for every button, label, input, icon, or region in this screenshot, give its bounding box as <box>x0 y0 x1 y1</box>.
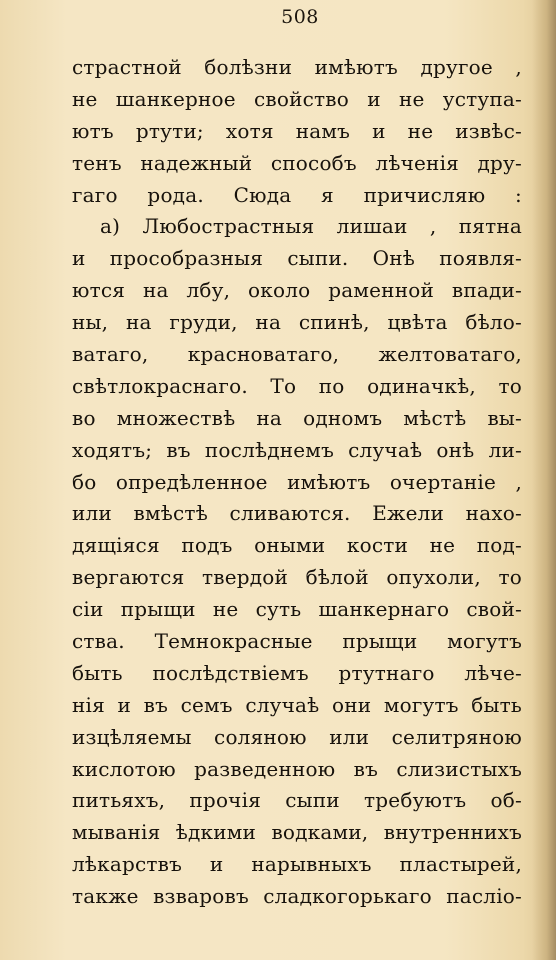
body-text <box>72 52 522 913</box>
text-line: изцѣляемы соляною или селитряною <box>72 724 522 749</box>
text-line: и прособразныя сыпи. Онѣ появля- <box>72 246 522 271</box>
text-line: ны, на груди, на спинѣ, цвѣта бѣло- <box>72 310 522 335</box>
text-line: бо опредѣленное имѣютъ очертаніе , <box>72 469 522 494</box>
text-line: свѣтлокраснаго. То по одиначкѣ, то <box>72 373 522 398</box>
text-line: питьяхъ, прочія сыпи требуютъ об- <box>72 788 522 813</box>
text-line: гаго рода. Сюда я причисляю : <box>72 182 522 207</box>
text-line: ютъ ртути; хотя намъ и не извѣс- <box>72 118 522 143</box>
text-line: быть послѣдствіемъ ртутнаго лѣче- <box>72 660 522 685</box>
text-line: страстной болѣзни имѣютъ другое , <box>72 55 522 79</box>
text-line: а) Любострастныя лишаи , пятна <box>100 214 522 239</box>
text-line: также взваровъ сладкогорькаго пасліо- <box>72 884 522 909</box>
text-line: во множествѣ на одномъ мѣстѣ вы- <box>72 405 522 430</box>
text-line: ства. Темнокрасные прыщи могутъ <box>72 629 522 654</box>
text-line: мыванія ѣдкими водками, внутреннихъ <box>72 820 522 845</box>
text-line: нія и въ семъ случаѣ они могутъ быть <box>72 692 522 717</box>
text-line: сіи прыщи не суть шанкернаго свой- <box>72 597 522 622</box>
text-line: или вмѣстѣ сливаются. Ежели нахо- <box>72 501 522 526</box>
text-line: ходятъ; въ послѣднемъ случаѣ онѣ ли- <box>72 437 522 462</box>
text-line: вергаются твердой бѣлой опухоли, то <box>72 565 522 590</box>
text-line: ются на лбу, около раменной впади- <box>72 278 522 303</box>
page-edge-shadow <box>532 0 556 960</box>
page-number: 508 <box>281 6 319 28</box>
text-line: лѣкарствъ и нарывныхъ пластырей, <box>72 852 522 877</box>
text-line: кислотою разведенною въ слизистыхъ <box>72 756 522 781</box>
text-line: тенъ надежный способъ лѣченія дру- <box>72 150 522 175</box>
text-line: не шанкерное свойство и не уступа- <box>72 86 522 111</box>
text-line: дящіяся подъ оными кости не под- <box>72 533 522 558</box>
text-line: ватаго, красноватаго, желтоватаго, <box>72 342 522 367</box>
